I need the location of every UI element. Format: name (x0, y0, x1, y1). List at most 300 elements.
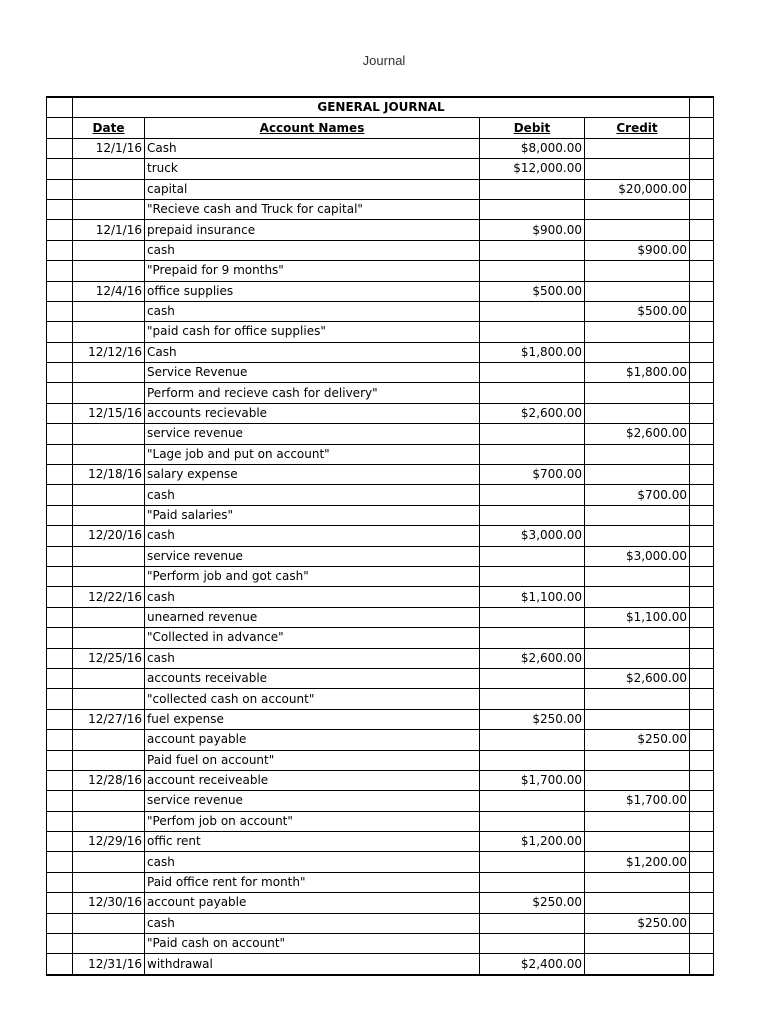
journal-row (47, 179, 714, 199)
credit-cell (585, 138, 690, 158)
journal-row (47, 240, 714, 260)
credit-cell (585, 566, 690, 586)
debit-cell: $8,000.00 (480, 138, 585, 158)
account-cell: "Paid cash on account" (145, 934, 480, 954)
journal-row (47, 791, 714, 811)
account-cell: withdrawal (145, 954, 480, 975)
date-cell (73, 872, 145, 892)
row-end-cell (690, 118, 714, 138)
journal-row (47, 546, 714, 566)
general-journal-table (46, 96, 714, 976)
date-cell (73, 261, 145, 281)
row-end-cell (690, 322, 714, 342)
row-end-cell (690, 526, 714, 546)
row-end-cell (690, 852, 714, 872)
account-cell: capital (145, 179, 480, 199)
account-cell: "Perfom job on account" (145, 811, 480, 831)
date-cell (73, 934, 145, 954)
row-gutter-cell (47, 199, 73, 219)
debit-cell: $1,200.00 (480, 832, 585, 852)
credit-cell: $3,000.00 (585, 546, 690, 566)
account-cell: Cash (145, 138, 480, 158)
debit-cell (480, 505, 585, 525)
credit-cell: $2,600.00 (585, 668, 690, 688)
account-cell: account receiveable (145, 770, 480, 790)
row-gutter-cell (47, 363, 73, 383)
credit-cell (585, 220, 690, 240)
journal-body (47, 97, 714, 975)
row-end-cell (690, 689, 714, 709)
row-end-cell (690, 179, 714, 199)
account-cell: cash (145, 301, 480, 321)
debit-cell (480, 750, 585, 770)
debit-cell: $900.00 (480, 220, 585, 240)
debit-cell: $2,400.00 (480, 954, 585, 975)
date-cell: 12/28/16 (73, 770, 145, 790)
account-cell: service revenue (145, 424, 480, 444)
debit-cell (480, 444, 585, 464)
row-gutter-cell (47, 138, 73, 158)
date-cell (73, 444, 145, 464)
row-gutter-cell (47, 342, 73, 362)
row-end-cell (690, 281, 714, 301)
journal-row (47, 424, 714, 444)
row-gutter-cell (47, 403, 73, 423)
row-gutter-cell (47, 934, 73, 954)
date-cell: 12/20/16 (73, 526, 145, 546)
debit-cell: $2,600.00 (480, 648, 585, 668)
date-cell: 12/22/16 (73, 587, 145, 607)
debit-cell (480, 791, 585, 811)
row-gutter-cell (47, 465, 73, 485)
date-cell (73, 607, 145, 627)
date-cell: 12/30/16 (73, 893, 145, 913)
account-cell: accounts receivable (145, 668, 480, 688)
row-gutter-cell (47, 587, 73, 607)
credit-cell (585, 383, 690, 403)
date-cell: 12/29/16 (73, 832, 145, 852)
journal-row (47, 342, 714, 362)
credit-cell (585, 954, 690, 975)
debit-cell (480, 913, 585, 933)
credit-cell (585, 261, 690, 281)
debit-cell (480, 668, 585, 688)
journal-row (47, 159, 714, 179)
account-cell: "Recieve cash and Truck for capital" (145, 199, 480, 219)
journal-row (47, 811, 714, 831)
row-gutter-cell (47, 240, 73, 260)
credit-cell: $2,600.00 (585, 424, 690, 444)
row-gutter-cell (47, 770, 73, 790)
row-gutter-cell (47, 220, 73, 240)
credit-cell: $1,200.00 (585, 852, 690, 872)
row-end-cell (690, 159, 714, 179)
date-cell (73, 566, 145, 586)
row-gutter-cell (47, 444, 73, 464)
debit-cell (480, 179, 585, 199)
journal-row (47, 465, 714, 485)
row-end-cell (690, 485, 714, 505)
credit-cell (585, 322, 690, 342)
account-cell: Cash (145, 342, 480, 362)
account-cell: cash (145, 587, 480, 607)
debit-cell: $1,100.00 (480, 587, 585, 607)
row-end-cell (690, 424, 714, 444)
debit-cell: $500.00 (480, 281, 585, 301)
credit-cell: $1,800.00 (585, 363, 690, 383)
row-end-cell (690, 954, 714, 975)
credit-cell: $700.00 (585, 485, 690, 505)
credit-column-header: Credit (585, 118, 690, 138)
row-end-cell (690, 811, 714, 831)
credit-cell (585, 526, 690, 546)
account-column-header: Account Names (145, 118, 480, 138)
debit-cell (480, 261, 585, 281)
row-gutter-cell (47, 179, 73, 199)
credit-cell (585, 893, 690, 913)
row-gutter-cell (47, 628, 73, 648)
credit-cell (585, 750, 690, 770)
date-cell: 12/1/16 (73, 220, 145, 240)
debit-cell: $250.00 (480, 893, 585, 913)
account-cell: fuel expense (145, 709, 480, 729)
debit-cell: $2,600.00 (480, 403, 585, 423)
journal-row (47, 587, 714, 607)
credit-cell (585, 628, 690, 648)
account-cell: "Lage job and put on account" (145, 444, 480, 464)
debit-cell (480, 872, 585, 892)
row-gutter-cell (47, 791, 73, 811)
row-gutter-cell (47, 526, 73, 546)
date-cell (73, 689, 145, 709)
account-cell: "Perform job and got cash" (145, 566, 480, 586)
debit-cell (480, 628, 585, 648)
journal-title: GENERAL JOURNAL (73, 97, 690, 118)
journal-row (47, 709, 714, 729)
row-end-cell (690, 832, 714, 852)
credit-cell (585, 934, 690, 954)
account-cell: "Collected in advance" (145, 628, 480, 648)
journal-row (47, 913, 714, 933)
journal-row (47, 363, 714, 383)
date-cell (73, 668, 145, 688)
debit-column-header: Debit (480, 118, 585, 138)
date-cell (73, 363, 145, 383)
journal-row (47, 505, 714, 525)
row-end-cell (690, 383, 714, 403)
account-cell: prepaid insurance (145, 220, 480, 240)
date-cell (73, 383, 145, 403)
row-gutter-cell (47, 505, 73, 525)
row-end-cell (690, 791, 714, 811)
account-cell: Paid office rent for month" (145, 872, 480, 892)
row-end-cell (690, 97, 714, 118)
debit-cell: $3,000.00 (480, 526, 585, 546)
row-end-cell (690, 893, 714, 913)
account-cell: cash (145, 913, 480, 933)
account-cell: "Prepaid for 9 months" (145, 261, 480, 281)
account-cell: offic rent (145, 832, 480, 852)
row-gutter-cell (47, 118, 73, 138)
journal-row (47, 301, 714, 321)
credit-cell: $1,700.00 (585, 791, 690, 811)
account-cell: Paid fuel on account" (145, 750, 480, 770)
row-gutter-cell (47, 811, 73, 831)
date-cell (73, 913, 145, 933)
journal-row (47, 383, 714, 403)
account-cell: cash (145, 526, 480, 546)
row-end-cell (690, 934, 714, 954)
journal-row (47, 444, 714, 464)
column-header-row (47, 118, 714, 138)
journal-row (47, 668, 714, 688)
row-gutter-cell (47, 566, 73, 586)
journal-row (47, 199, 714, 219)
row-gutter-cell (47, 709, 73, 729)
credit-cell (585, 199, 690, 219)
date-cell (73, 159, 145, 179)
journal-row (47, 954, 714, 975)
journal-row (47, 403, 714, 423)
row-gutter-cell (47, 159, 73, 179)
credit-cell (585, 648, 690, 668)
account-cell: cash (145, 240, 480, 260)
journal-row (47, 138, 714, 158)
row-gutter-cell (47, 689, 73, 709)
journal-row (47, 607, 714, 627)
account-cell: truck (145, 159, 480, 179)
credit-cell (585, 832, 690, 852)
journal-row (47, 526, 714, 546)
credit-cell: $900.00 (585, 240, 690, 260)
credit-cell: $250.00 (585, 913, 690, 933)
journal-row (47, 648, 714, 668)
date-cell (73, 199, 145, 219)
row-gutter-cell (47, 546, 73, 566)
account-cell: service revenue (145, 791, 480, 811)
date-cell (73, 750, 145, 770)
row-end-cell (690, 301, 714, 321)
date-cell (73, 485, 145, 505)
journal-row (47, 628, 714, 648)
row-gutter-cell (47, 832, 73, 852)
journal-title-row (47, 97, 714, 118)
debit-cell (480, 322, 585, 342)
date-cell (73, 505, 145, 525)
date-cell: 12/1/16 (73, 138, 145, 158)
account-cell: accounts recievable (145, 403, 480, 423)
row-gutter-cell (47, 668, 73, 688)
row-end-cell (690, 587, 714, 607)
journal-row (47, 261, 714, 281)
date-cell (73, 240, 145, 260)
journal-row (47, 689, 714, 709)
credit-cell: $500.00 (585, 301, 690, 321)
row-end-cell (690, 566, 714, 586)
row-gutter-cell (47, 730, 73, 750)
row-gutter-cell (47, 893, 73, 913)
row-end-cell (690, 668, 714, 688)
journal-row (47, 485, 714, 505)
journal-row (47, 872, 714, 892)
credit-cell (585, 709, 690, 729)
row-end-cell (690, 648, 714, 668)
debit-cell (480, 240, 585, 260)
row-end-cell (690, 505, 714, 525)
date-cell (73, 628, 145, 648)
row-gutter-cell (47, 852, 73, 872)
debit-cell: $1,700.00 (480, 770, 585, 790)
row-end-cell (690, 220, 714, 240)
date-cell (73, 424, 145, 444)
row-end-cell (690, 770, 714, 790)
date-cell: 12/12/16 (73, 342, 145, 362)
row-gutter-cell (47, 872, 73, 892)
row-gutter-cell (47, 424, 73, 444)
date-cell: 12/18/16 (73, 465, 145, 485)
debit-cell: $1,800.00 (480, 342, 585, 362)
row-end-cell (690, 872, 714, 892)
account-cell: "paid cash for office supplies" (145, 322, 480, 342)
journal-row (47, 893, 714, 913)
credit-cell: $20,000.00 (585, 179, 690, 199)
row-gutter-cell (47, 383, 73, 403)
date-cell: 12/25/16 (73, 648, 145, 668)
credit-cell (585, 465, 690, 485)
date-cell (73, 301, 145, 321)
row-end-cell (690, 750, 714, 770)
credit-cell (585, 444, 690, 464)
date-column-header: Date (73, 118, 145, 138)
account-cell: account payable (145, 730, 480, 750)
date-cell: 12/27/16 (73, 709, 145, 729)
debit-cell: $12,000.00 (480, 159, 585, 179)
row-end-cell (690, 342, 714, 362)
credit-cell (585, 811, 690, 831)
account-cell: service revenue (145, 546, 480, 566)
date-cell (73, 322, 145, 342)
row-end-cell (690, 607, 714, 627)
credit-cell (585, 403, 690, 423)
row-end-cell (690, 199, 714, 219)
debit-cell (480, 424, 585, 444)
row-end-cell (690, 138, 714, 158)
journal-row (47, 934, 714, 954)
row-gutter-cell (47, 954, 73, 975)
debit-cell (480, 363, 585, 383)
credit-cell (585, 770, 690, 790)
account-cell: "Paid salaries" (145, 505, 480, 525)
row-end-cell (690, 709, 714, 729)
debit-cell (480, 566, 585, 586)
journal-row (47, 770, 714, 790)
journal-row (47, 281, 714, 301)
row-gutter-cell (47, 607, 73, 627)
account-cell: cash (145, 852, 480, 872)
credit-cell (585, 587, 690, 607)
date-cell (73, 852, 145, 872)
row-gutter-cell (47, 913, 73, 933)
credit-cell (585, 281, 690, 301)
date-cell (73, 730, 145, 750)
journal-row (47, 730, 714, 750)
date-cell (73, 179, 145, 199)
debit-cell (480, 607, 585, 627)
row-gutter-cell (47, 648, 73, 668)
row-end-cell (690, 465, 714, 485)
debit-cell (480, 546, 585, 566)
credit-cell (585, 872, 690, 892)
debit-cell (480, 852, 585, 872)
row-end-cell (690, 363, 714, 383)
date-cell: 12/15/16 (73, 403, 145, 423)
row-gutter-cell (47, 301, 73, 321)
credit-cell (585, 159, 690, 179)
date-cell: 12/4/16 (73, 281, 145, 301)
row-end-cell (690, 403, 714, 423)
row-gutter-cell (47, 281, 73, 301)
credit-cell: $1,100.00 (585, 607, 690, 627)
row-gutter-cell (47, 261, 73, 281)
row-end-cell (690, 546, 714, 566)
account-cell: cash (145, 648, 480, 668)
debit-cell: $700.00 (480, 465, 585, 485)
debit-cell (480, 730, 585, 750)
journal-row (47, 566, 714, 586)
account-cell: salary expense (145, 465, 480, 485)
date-cell (73, 791, 145, 811)
credit-cell (585, 689, 690, 709)
row-gutter-cell (47, 750, 73, 770)
credit-cell (585, 342, 690, 362)
debit-cell (480, 301, 585, 321)
debit-cell (480, 934, 585, 954)
journal-row (47, 852, 714, 872)
row-gutter-cell (47, 322, 73, 342)
debit-cell (480, 485, 585, 505)
credit-cell (585, 505, 690, 525)
debit-cell: $250.00 (480, 709, 585, 729)
account-cell: Service Revenue (145, 363, 480, 383)
journal-row (47, 322, 714, 342)
row-end-cell (690, 913, 714, 933)
account-cell: office supplies (145, 281, 480, 301)
credit-cell: $250.00 (585, 730, 690, 750)
page-title: Journal (362, 53, 406, 68)
debit-cell (480, 199, 585, 219)
journal-row (47, 832, 714, 852)
row-end-cell (690, 261, 714, 281)
account-cell: unearned revenue (145, 607, 480, 627)
debit-cell (480, 383, 585, 403)
debit-cell (480, 811, 585, 831)
row-gutter-cell (47, 485, 73, 505)
account-cell: account payable (145, 893, 480, 913)
row-gutter-cell (47, 97, 73, 118)
journal-row (47, 220, 714, 240)
row-end-cell (690, 240, 714, 260)
row-end-cell (690, 444, 714, 464)
debit-cell (480, 689, 585, 709)
row-end-cell (690, 628, 714, 648)
row-end-cell (690, 730, 714, 750)
date-cell (73, 546, 145, 566)
account-cell: "collected cash on account" (145, 689, 480, 709)
account-cell: cash (145, 485, 480, 505)
journal-row (47, 750, 714, 770)
account-cell: Perform and recieve cash for delivery" (145, 383, 480, 403)
date-cell (73, 811, 145, 831)
